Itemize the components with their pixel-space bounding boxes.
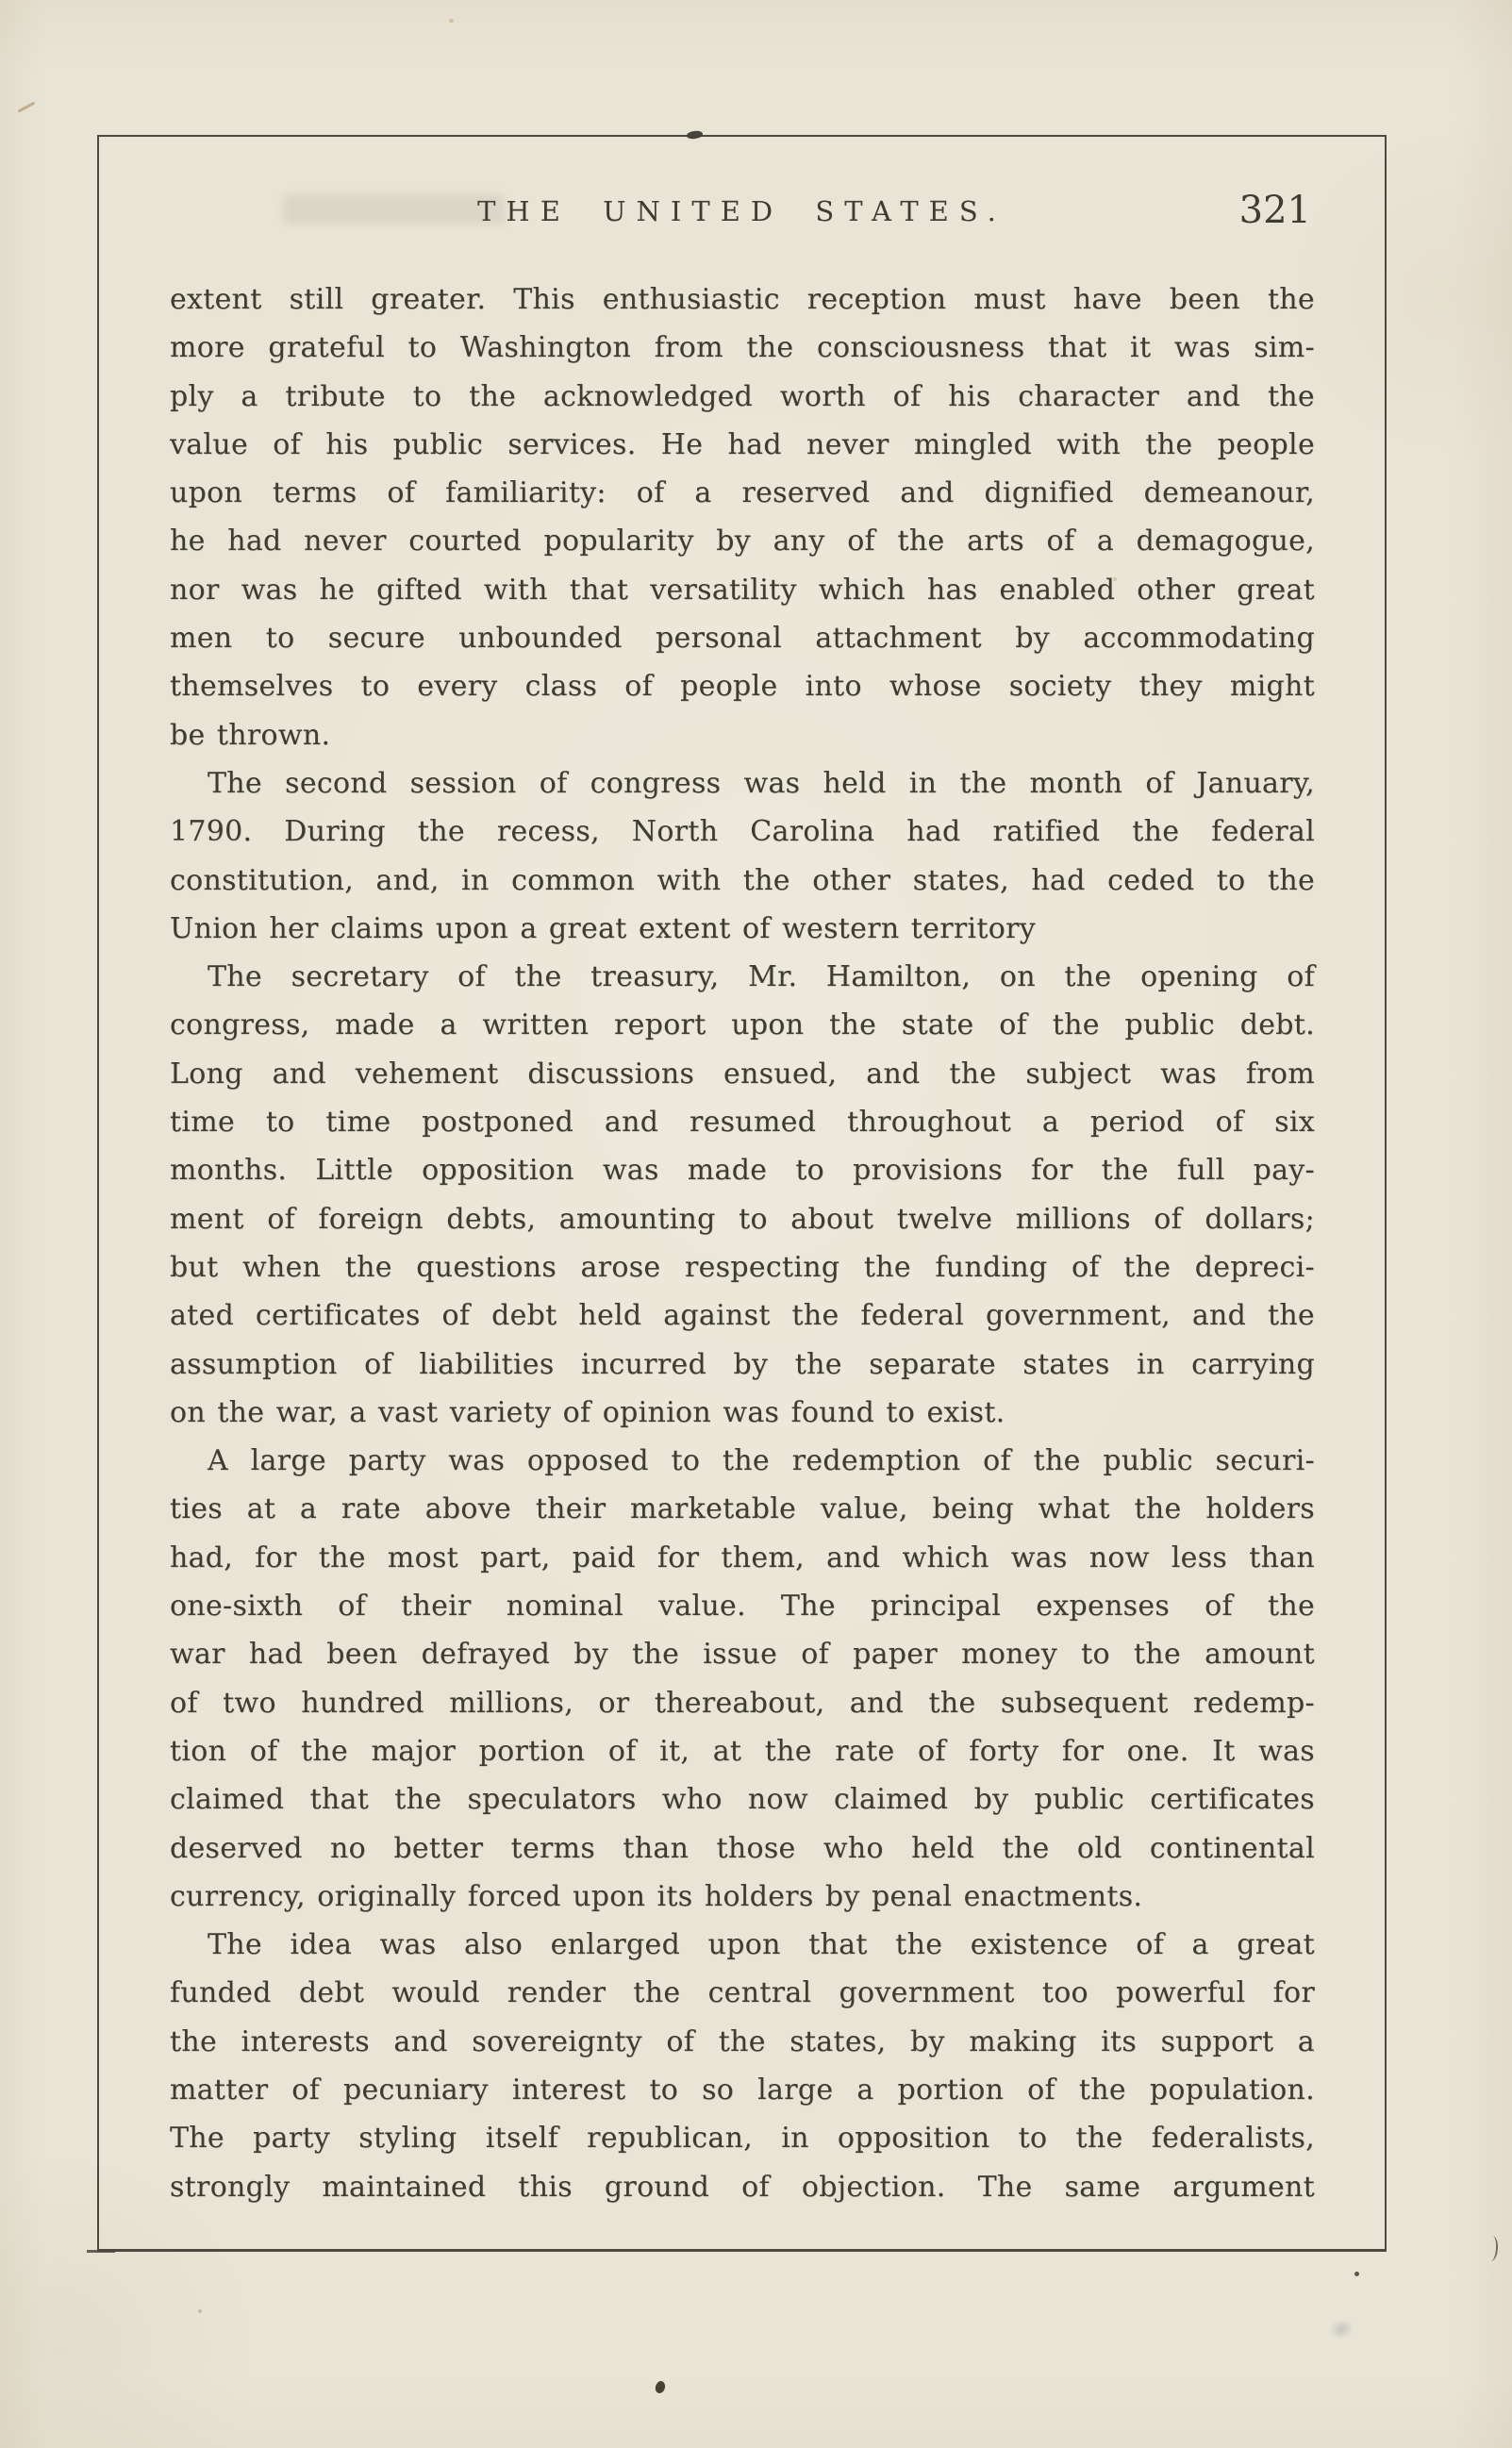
text-line: tion of the major portion of it, at the rate of forty for one. It was [170, 1734, 1315, 1768]
text-line: funded debt would render the central government too powerful for [170, 1976, 1315, 2010]
scan-speck [1354, 2272, 1359, 2276]
text-line: time to time postponed and resumed throughout a period of six [170, 1106, 1315, 1140]
text-line: themselves to every class of people into whose society they might [170, 670, 1315, 704]
text-line: congress, made a written report upon the state of the public debt. [170, 1008, 1315, 1042]
text-line: on the war, a vast variety of opinion was found to exist. [170, 1395, 1005, 1429]
border-rule-extension [87, 2250, 115, 2253]
text-line: Union her claims upon a great extent of western territory [170, 911, 1036, 945]
text-line: one-sixth of their nominal value. The principal expenses of the [170, 1590, 1315, 1624]
text-line: The idea was also enlarged upon that the existence of a great [208, 1928, 1315, 1962]
text-line: constitution, and, in common with the other states, had ceded to the [170, 863, 1315, 897]
text-line: he had never courted popularity by any of the arts of a demagogue, [170, 525, 1315, 558]
text-line: more grateful to Washington from the consciousness that it was sim- [170, 331, 1315, 365]
scan-speck [449, 19, 454, 23]
text-line: value of his public services. He had never mingled with the people [170, 427, 1315, 461]
pen-mark [1485, 2236, 1499, 2262]
text-line: of two hundred millions, or thereabout, and the subsequent redemp- [170, 1686, 1315, 1720]
text-line: the interests and sovereignty of the states, by making its support a [170, 2024, 1315, 2058]
text-line: nor was he gifted with that versatility which has enabled other great [170, 573, 1315, 607]
scan-speck [654, 2380, 667, 2395]
text-line: war had been defrayed by the issue of paper money to the amount [170, 1638, 1315, 1672]
text-line: The secretary of the treasury, Mr. Hamilton, on the opening of [208, 960, 1315, 994]
text-line: deserved no better terms than those who held the old continental [170, 1831, 1315, 1865]
text-line: matter of pecuniary interest to so large a portion of the population. [170, 2073, 1315, 2107]
body-text [170, 275, 1315, 2211]
text-line: Long and vehement discussions ensued, and the subject was from [170, 1057, 1315, 1091]
scan-smudge [1325, 2315, 1357, 2343]
running-header: THE UNITED STATES. [477, 195, 1006, 227]
text-line: The second session of congress was held in the month of January, [208, 766, 1315, 800]
text-line: had, for the most part, paid for them, and which was now less than [170, 1540, 1315, 1574]
text-line: The party styling itself republican, in opposition to the federalists, [170, 2122, 1315, 2156]
text-line: months. Little opposition was made to provisions for the full pay- [170, 1154, 1315, 1188]
text-line: assumption of liabilities incurred by the separate states in carrying [170, 1347, 1315, 1381]
text-line: ated certificates of debt held against the federal government, and the [170, 1299, 1315, 1333]
scan-speck [198, 2309, 202, 2313]
text-line: but when the questions arose respecting the funding of the depreci- [170, 1250, 1315, 1284]
page-border-frame [97, 135, 1387, 2252]
text-line: ties at a rate above their marketable value, being what the holders [170, 1492, 1315, 1526]
text-line: ply a tribute to the acknowledged worth of his character and the [170, 379, 1315, 413]
showthrough-ghost [283, 194, 505, 225]
text-line: be thrown. [170, 718, 331, 752]
text-line: claimed that the speculators who now claimed by public certificates [170, 1783, 1315, 1817]
page-number: 321 [1238, 189, 1311, 232]
text-line: currency, originally forced upon its holders by penal enactments. [170, 1879, 1143, 1913]
text-line: extent still greater. This enthusiastic reception must have been the [170, 283, 1315, 316]
text-line: A large party was opposed to the redemption of the public securi- [208, 1444, 1315, 1478]
scan-speck [1113, 577, 1117, 581]
text-line: upon terms of familiarity: of a reserved and dignified demeanour, [170, 476, 1315, 510]
text-line: 1790. During the recess, North Carolina had ratified the federal [170, 815, 1315, 849]
text-line: men to secure unbounded personal attachment by accommodating [170, 622, 1315, 656]
scan-scratch [17, 101, 35, 112]
text-line: strongly maintained this ground of objection. The same argument [170, 2170, 1315, 2204]
text-line: ment of foreign debts, amounting to about twelve millions of dollars; [170, 1202, 1315, 1236]
